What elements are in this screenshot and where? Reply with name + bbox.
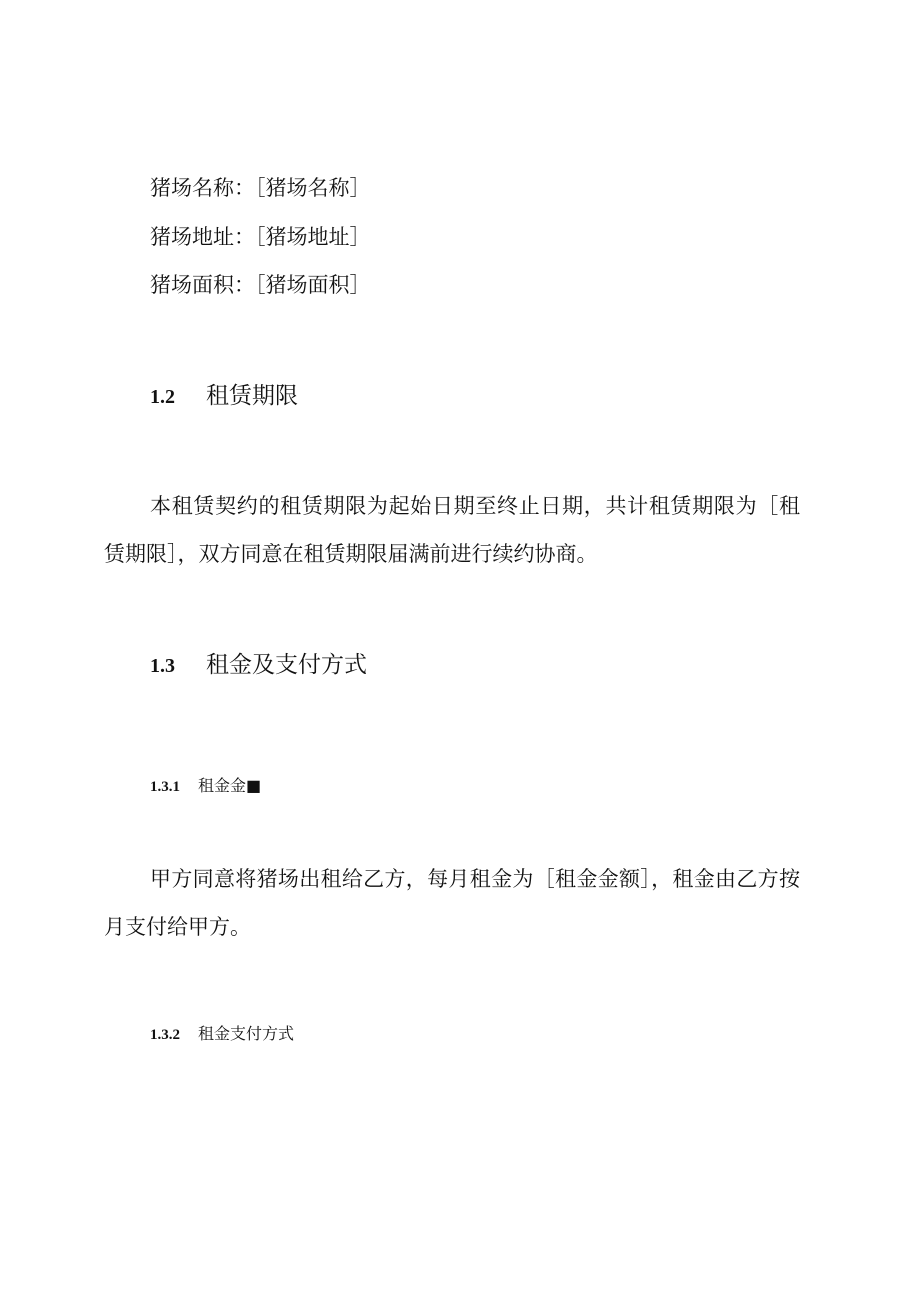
field-label: 猪场面积：	[150, 273, 255, 297]
section-heading-1-3-2	[150, 1023, 294, 1046]
paragraph-rent-amount: 甲方同意将猪场出租给乙方，每月租金为［租金金额］，租金由乙方按月支付给甲方。	[104, 867, 800, 939]
section-title: 租金金■	[198, 776, 262, 795]
section-number: 1.3.1	[150, 779, 180, 795]
paragraph-lease-term: 本租赁契约的租赁期限为起始日期至终止日期，共计租赁期限为［租赁期限］，双方同意在租赁期限届满前进行续约协商。	[104, 494, 800, 566]
field-value: ［猪场地址］	[255, 225, 371, 249]
section-title: 租金及支付方式	[206, 652, 367, 678]
section-heading-1-2	[150, 381, 298, 412]
field-pig-farm-name	[150, 174, 371, 202]
section-number: 1.3	[150, 655, 175, 677]
field-pig-farm-address	[150, 223, 371, 251]
field-value: ［猪场名称］	[255, 176, 371, 200]
section-title: 租金支付方式	[198, 1024, 295, 1043]
field-value: ［猪场面积］	[255, 273, 371, 297]
section-number: 1.3.2	[150, 1027, 180, 1043]
section-heading-1-3-1	[150, 775, 261, 798]
section-heading-1-3	[150, 650, 367, 681]
field-label: 猪场地址：	[150, 225, 255, 249]
field-label: 猪场名称：	[150, 176, 255, 200]
section-title: 租赁期限	[206, 383, 298, 409]
section-number: 1.2	[150, 386, 175, 408]
field-pig-farm-area	[150, 271, 371, 299]
